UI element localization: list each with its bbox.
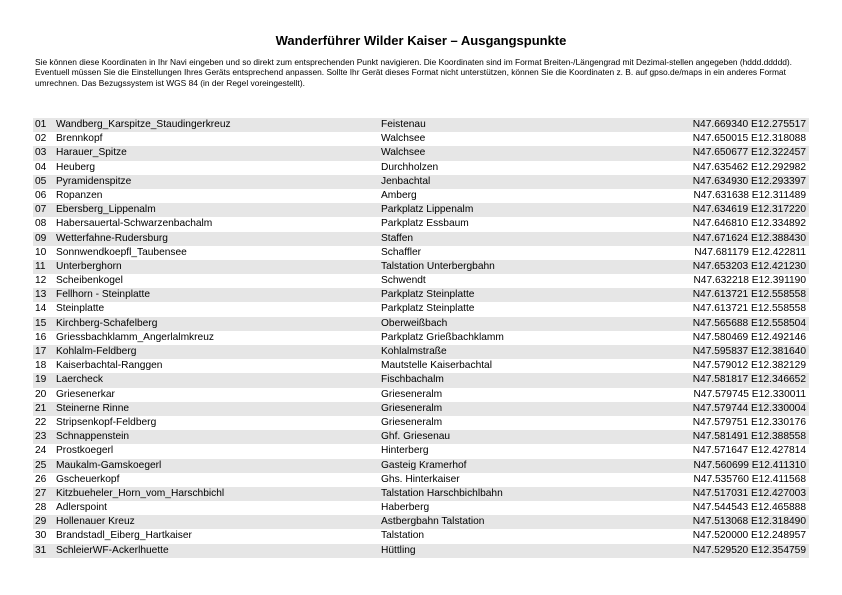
starting-point: Grieseneralm <box>381 416 443 428</box>
starting-point: Grieseneralm <box>381 388 443 400</box>
route-name: SchleierWF-Ackerlhuette <box>56 544 169 556</box>
gps-coordinates: N47.579751 E12.330176 <box>692 416 806 428</box>
row-number: 01 <box>35 119 47 130</box>
route-name: Kirchberg-Schafelberg <box>56 317 158 329</box>
row-number: 24 <box>35 445 47 457</box>
table-row <box>33 515 809 529</box>
gps-coordinates: N47.580469 E12.492146 <box>692 331 806 343</box>
row-number: 08 <box>35 218 47 230</box>
route-name: Kitzbueheler_Horn_vom_Harschbichl <box>56 487 225 499</box>
gps-coordinates: N47.579012 E12.382129 <box>692 360 806 372</box>
table-row <box>33 459 809 473</box>
starting-point: Haberberg <box>381 502 430 514</box>
starting-point: Walchsee <box>381 133 426 145</box>
gps-coordinates: N47.529520 E12.354759 <box>692 544 806 556</box>
starting-point: Hinterberg <box>381 445 429 457</box>
table-row <box>33 331 809 345</box>
starting-point: Kohlalmstraße <box>381 346 447 357</box>
gps-coordinates: N47.653203 E12.421230 <box>692 260 806 272</box>
table-row <box>33 373 809 387</box>
gps-coordinates: N47.560699 E12.411310 <box>693 459 806 471</box>
row-number: 07 <box>35 204 47 216</box>
row-number: 29 <box>35 516 47 528</box>
starting-point: Mautstelle Kaiserbachtal <box>381 360 492 372</box>
row-number: 27 <box>35 487 47 499</box>
starting-point: Astbergbahn Talstation <box>381 516 485 528</box>
gps-coordinates: N47.544543 E12.465888 <box>692 502 806 514</box>
route-name: Unterberghorn <box>56 260 122 272</box>
gps-coordinates: N47.669340 E12.275517 <box>692 119 806 130</box>
route-name: Adlerspoint <box>56 502 107 514</box>
starting-point: Walchsee <box>381 147 426 159</box>
starting-point: Durchholzen <box>381 161 439 173</box>
gps-coordinates: N47.634619 E12.317220 <box>692 204 806 216</box>
page-title: Wanderführer Wilder Kaiser – Ausgangspunkte <box>275 33 567 48</box>
row-number: 16 <box>35 331 47 343</box>
starting-point: Talstation Unterbergbahn <box>381 260 495 272</box>
gps-coordinates: N47.646810 E12.334892 <box>692 218 806 230</box>
row-number: 04 <box>35 161 47 173</box>
route-name: Laercheck <box>56 374 104 386</box>
starting-point: Talstation <box>381 530 425 542</box>
route-name: Kaiserbachtal-Ranggen <box>56 360 163 372</box>
starting-point: Amberg <box>381 189 417 201</box>
table-row <box>33 487 809 501</box>
starting-point: Oberweißbach <box>381 317 448 329</box>
table-row <box>33 388 809 402</box>
table-row <box>33 501 809 515</box>
starting-point: Staffen <box>381 232 414 244</box>
row-number: 15 <box>35 317 47 329</box>
route-name: Harauer_Spitze <box>56 147 127 159</box>
row-number: 22 <box>35 416 47 428</box>
route-name: Fellhorn - Steinplatte <box>56 289 151 301</box>
starting-point: Parkplatz Steinplatte <box>381 303 475 315</box>
starting-point: Schaffler <box>381 246 422 258</box>
gps-coordinates: N47.635462 E12.292982 <box>692 161 806 173</box>
gps-coordinates: N47.671624 E12.388430 <box>692 232 806 244</box>
gps-coordinates: N47.613721 E12.558558 <box>692 289 806 301</box>
row-number: 03 <box>35 147 47 159</box>
table-row <box>33 402 809 416</box>
route-name: Griessbachklamm_Angerlalmkreuz <box>56 331 214 343</box>
row-number: 23 <box>35 431 47 443</box>
route-name: Wandberg_Karspitze_Staudingerkreuz <box>56 119 231 130</box>
route-name: Scheibenkogel <box>56 275 123 287</box>
gps-coordinates: N47.613721 E12.558558 <box>692 303 806 315</box>
table-row <box>33 274 809 288</box>
starting-point: Feistenau <box>381 119 426 130</box>
table-row <box>33 529 809 543</box>
starting-points-table <box>33 118 809 558</box>
table-row <box>33 189 809 203</box>
route-name: Habersauertal-Schwarzenbachalm <box>56 218 213 230</box>
starting-point: Ghf. Griesenau <box>381 431 451 443</box>
table-row <box>33 246 809 260</box>
starting-point: Parkplatz Grießbachklamm <box>381 331 504 343</box>
route-name: Gscheuerkopf <box>56 473 120 485</box>
table-row <box>33 359 809 373</box>
gps-coordinates: N47.581491 E12.388558 <box>692 431 806 443</box>
route-name: Sonnwendkoepfl_Taubensee <box>56 246 187 258</box>
starting-point: Fischbachalm <box>381 374 444 386</box>
row-number: 28 <box>35 502 47 514</box>
starting-point: Gasteig Kramerhof <box>381 459 467 471</box>
starting-point: Parkplatz Steinplatte <box>381 289 475 301</box>
starting-point: Talstation Harschbichlbahn <box>381 487 503 499</box>
starting-point: Parkplatz Lippenalm <box>381 204 474 216</box>
table-row <box>33 288 809 302</box>
intro-paragraph: Eventuell müssen Sie die Einstellungen Ihres Geräts entsprechend anpassen. Sollte Ihr Gerät dieses Format nicht unterstützen, können Sie die Koordinaten z. B. auf gpso.de/maps in ein anderes Format umrechnen. Das Bezugssystem ist WGS 84 (in der Regel voreingestellt). <box>35 67 786 88</box>
route-name: Schnappenstein <box>56 431 130 443</box>
gps-coordinates: N47.631638 E12.311489 <box>693 189 806 201</box>
row-number: 11 <box>35 260 46 272</box>
table-row <box>33 232 809 246</box>
route-name: Steinerne Rinne <box>56 402 130 414</box>
table-row <box>33 217 809 231</box>
gps-coordinates: N47.579745 E12.330011 <box>693 388 806 400</box>
row-number: 13 <box>35 289 47 301</box>
table-row <box>33 146 809 160</box>
row-number: 14 <box>35 303 47 315</box>
gps-coordinates: N47.579744 E12.330004 <box>692 402 806 414</box>
route-name: Wetterfahne-Rudersburg <box>56 232 168 244</box>
row-number: 25 <box>35 459 47 471</box>
gps-coordinates: N47.650677 E12.322457 <box>692 147 806 159</box>
starting-point: Jenbachtal <box>381 175 431 187</box>
gps-coordinates: N47.520000 E12.248957 <box>692 530 806 542</box>
route-name: Prostkoegerl <box>56 445 114 457</box>
intro-text <box>35 57 807 88</box>
route-name: Maukalm-Gamskoegerl <box>56 459 162 471</box>
table-row <box>33 302 809 316</box>
row-number: 26 <box>35 473 47 485</box>
row-number: 31 <box>35 544 47 556</box>
table-row <box>33 132 809 146</box>
route-name: Griesenerkar <box>56 388 115 400</box>
table-row <box>33 430 809 444</box>
gps-coordinates: N47.681179 E12.422811 <box>694 246 806 258</box>
route-name: Heuberg <box>56 161 96 173</box>
row-number: 21 <box>35 402 47 414</box>
row-number: 10 <box>35 246 47 258</box>
row-number: 17 <box>35 346 47 357</box>
starting-point: Grieseneralm <box>381 402 443 414</box>
row-number: 19 <box>35 374 47 386</box>
table-row <box>33 260 809 274</box>
row-number: 18 <box>35 360 47 372</box>
row-number: 06 <box>35 189 47 201</box>
gps-coordinates: N47.650015 E12.318088 <box>692 133 806 145</box>
starting-point: Parkplatz Essbaum <box>381 218 469 230</box>
table-row <box>33 118 809 132</box>
route-name: Kohlalm-Feldberg <box>56 346 137 357</box>
route-name: Brennkopf <box>56 133 103 145</box>
table-row <box>33 416 809 430</box>
row-number: 02 <box>35 133 47 145</box>
gps-coordinates: N47.565688 E12.558504 <box>692 317 806 329</box>
row-number: 20 <box>35 388 47 400</box>
table-row <box>33 544 809 558</box>
route-name: Ropanzen <box>56 189 103 201</box>
table-row <box>33 317 809 331</box>
route-name: Pyramidenspitze <box>56 175 132 187</box>
table-row <box>33 161 809 175</box>
row-number: 30 <box>35 530 47 542</box>
gps-coordinates: N47.513068 E12.318490 <box>692 516 806 528</box>
table-row <box>33 444 809 458</box>
gps-coordinates: N47.581817 E12.346652 <box>692 374 806 386</box>
row-number: 05 <box>35 175 47 187</box>
starting-point: Ghs. Hinterkaiser <box>381 473 460 485</box>
starting-point: Schwendt <box>381 275 426 287</box>
gps-coordinates: N47.634930 E12.293397 <box>692 175 806 187</box>
route-name: Hollenauer Kreuz <box>56 516 135 528</box>
gps-coordinates: N47.632218 E12.391190 <box>693 275 806 287</box>
route-name: Ebersberg_Lippenalm <box>56 204 156 216</box>
gps-coordinates: N47.535760 E12.411568 <box>693 473 806 485</box>
gps-coordinates: N47.571647 E12.427814 <box>692 445 806 457</box>
intro-paragraph: Sie können diese Koordinaten in Ihr Navi eingeben und so direkt zum entsprechenden Punkt navigieren. Die Koordinaten sind im Format Breiten-/Längengrad mit Dezimal-stellen angegeben (hddd.ddddd). <box>35 57 793 67</box>
gps-coordinates: N47.517031 E12.427003 <box>692 487 806 499</box>
gps-coordinates: N47.595837 E12.381640 <box>692 346 806 357</box>
row-number: 12 <box>35 275 47 287</box>
row-number: 09 <box>35 232 47 244</box>
route-name: Brandstadl_Eiberg_Hartkaiser <box>56 530 192 542</box>
table-row <box>33 203 809 217</box>
route-name: Steinplatte <box>56 303 105 315</box>
route-name: Stripsenkopf-Feldberg <box>56 416 157 428</box>
starting-point: Hüttling <box>381 544 416 556</box>
table-row <box>33 345 809 359</box>
table-row <box>33 175 809 189</box>
table-row <box>33 473 809 487</box>
